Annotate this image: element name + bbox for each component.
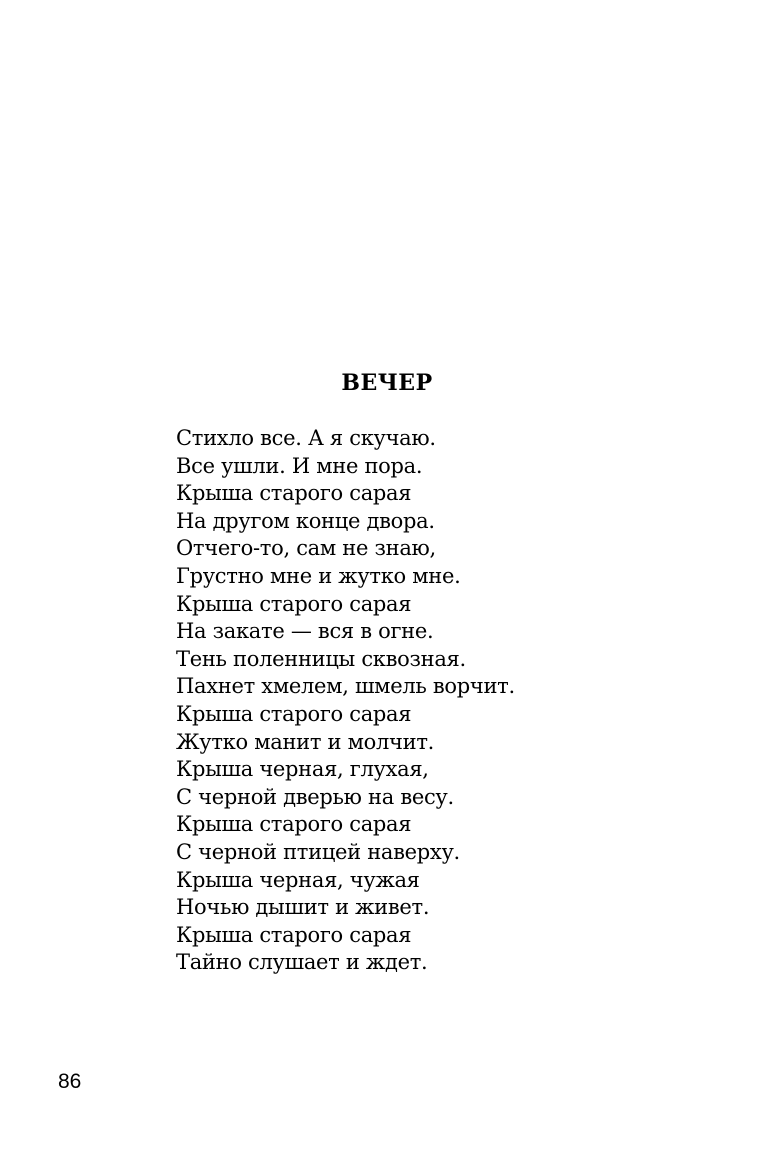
poem-line: Крыша старого сарая	[176, 591, 412, 616]
poem-line: Грустно мне и жутко мне.	[176, 563, 461, 588]
poem-body	[176, 425, 736, 977]
poem-line: Крыша старого сарая	[176, 701, 412, 726]
poem-line: Отчего-то, сам не знаю,	[176, 536, 436, 561]
poem-line: Стихло все. А я скучаю.	[176, 426, 436, 450]
poem-line: Тайно слушает и ждет.	[176, 950, 428, 975]
poem-line: На закате — вся в огне.	[176, 619, 434, 644]
poem-line: Крыша черная, чужая	[176, 867, 420, 892]
poem-line: На другом конце двора.	[176, 508, 435, 533]
poem-line: Ночью дышит и живет.	[176, 895, 430, 920]
poem-line: Жутко манит и молчит.	[176, 729, 435, 754]
poem-line: С черной птицей наверху.	[176, 839, 460, 864]
poem-line: Тень поленницы сквозная.	[176, 646, 466, 671]
poem-line: Крыша черная, глухая,	[176, 757, 429, 782]
poem-line: Пахнет хмелем, шмель ворчит.	[176, 674, 515, 699]
poem-line: Крыша старого сарая	[176, 481, 412, 506]
poem-line: С черной дверью на весу.	[176, 784, 454, 809]
poem-line: Крыша старого сарая	[176, 812, 412, 837]
poem-line: Крыша старого сарая	[176, 922, 412, 947]
page-number: 86	[58, 1070, 82, 1093]
poem-title: ВЕЧЕР	[341, 370, 433, 396]
poem-line: Все ушли. И мне пора.	[176, 453, 423, 478]
